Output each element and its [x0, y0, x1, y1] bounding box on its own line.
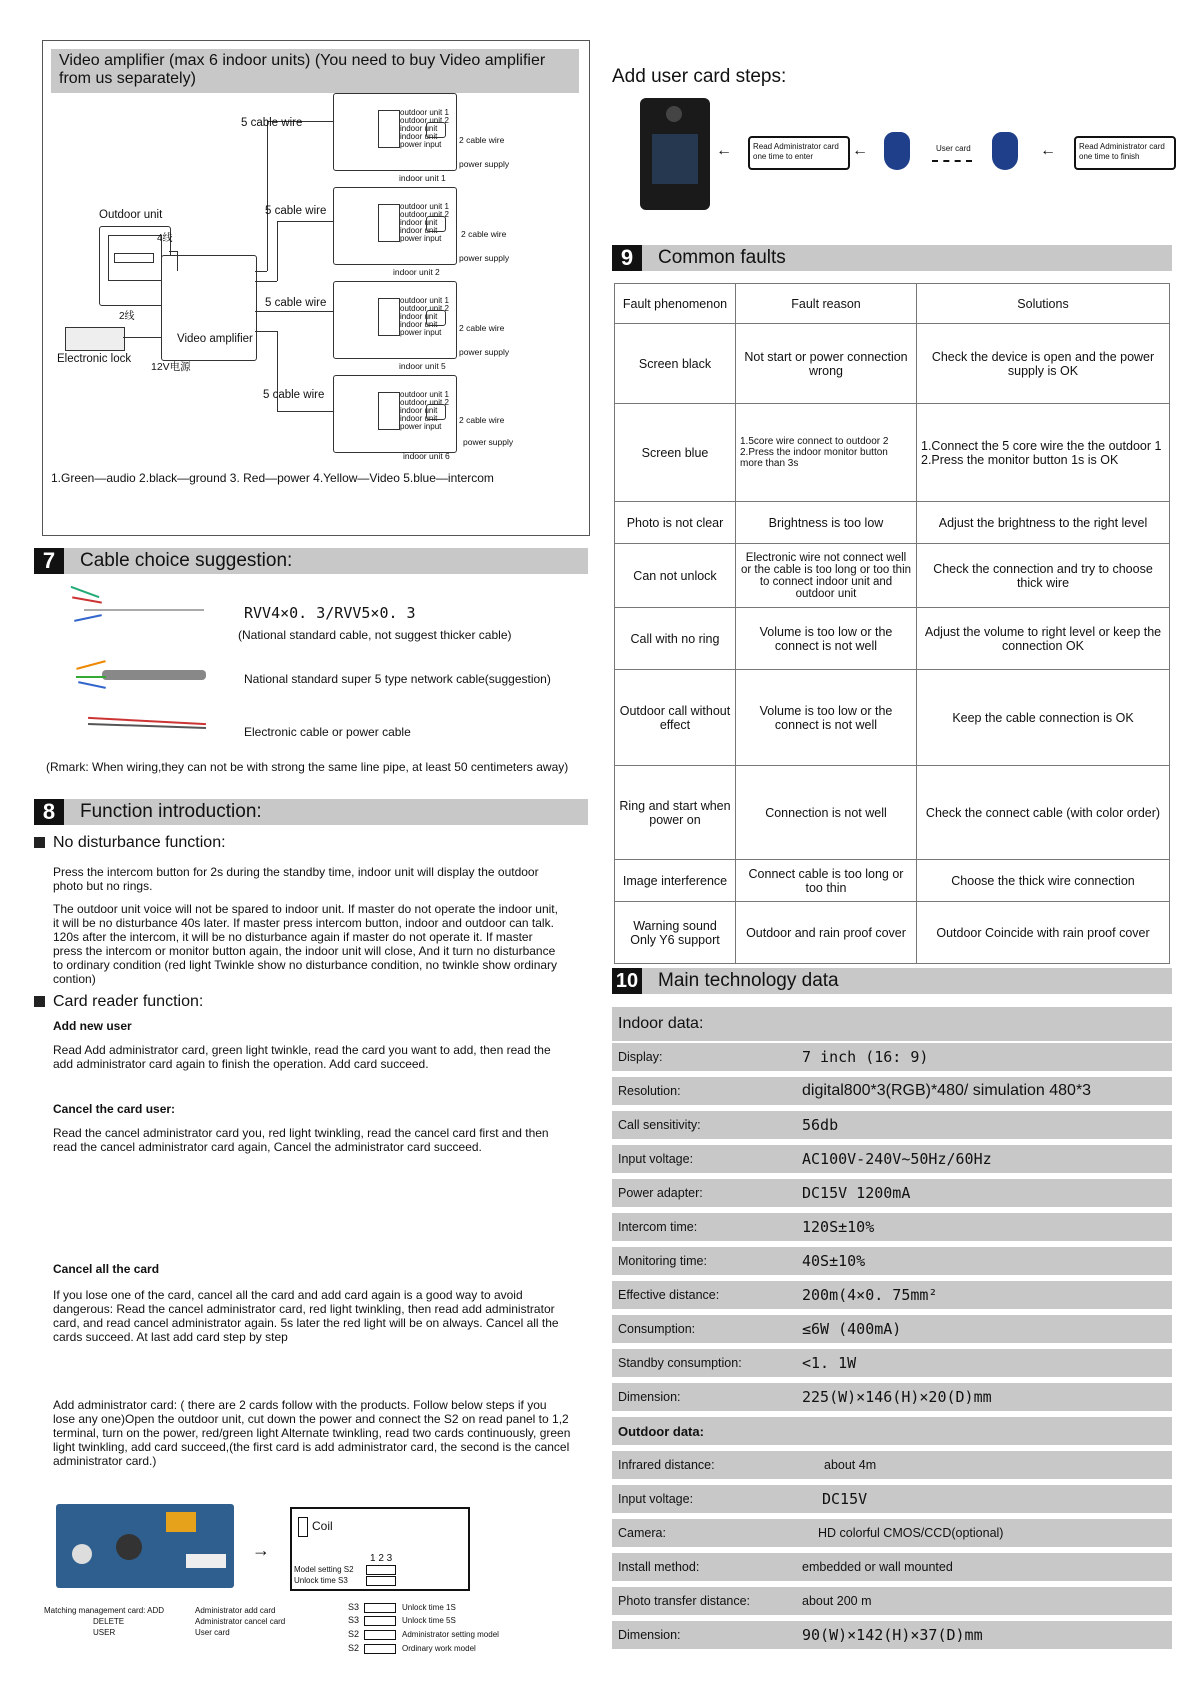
power-cable-label: Electronic cable or power cable [244, 725, 411, 739]
two-cable-label-1: 2 cable wire [459, 135, 505, 145]
table-row: Effective distance: 200m(4×0. 75mm² [612, 1281, 1172, 1309]
cancel-all-text: If you lose one of the card, cancel all the card and add card again is a good way to avoid dangerous: Read the cancel administrator card, red light twinkling, then read add administrator card, and read cancel administrator again. 5s later the red light will be on always. Cancel all the cards succeed. At last add card step by step [53, 1288, 559, 1344]
cable-illustration [70, 585, 204, 625]
table-row: Input voltage: AC100V-240V~50Hz/60Hz [612, 1145, 1172, 1173]
add-admin-text: Add administrator card: ( there are 2 cards follow with the products. Follow below steps if you lose any one)Open the outdoor unit, cut down the power and connect the S2 on read panel to 1,2 terminal, turn on the power, red/green light Alternate twinkling, read two cards continuously, green light twinkling, add card succeed,(the first card is add administrator card, the second is the cancel administrator card.) [53, 1398, 571, 1468]
table-row: Dimension: 225(W)×146(H)×20(D)mm [612, 1383, 1172, 1411]
table-row: Monitoring time: 40S±10% [612, 1247, 1172, 1275]
indoor-unit-label-5: indoor unit 5 [399, 361, 446, 371]
table-row: Input voltage: DC15V [612, 1485, 1172, 1513]
section-title: Common faults [658, 247, 786, 268]
model-setting-label: Model setting S2 [294, 1565, 354, 1574]
indoor-unit-label-6: indoor unit 6 [403, 451, 450, 461]
wire-color-legend: 1.Green—audio 2.black—ground 3. Red—power 4.Yellow—Video 5.blue—intercom [51, 471, 494, 485]
arrow-right-icon: → [252, 1540, 270, 1560]
indoor-unit-label-1: indoor unit 1 [399, 173, 446, 183]
matching-user-label: USER [93, 1628, 116, 1637]
two-wire-label: 2线 [119, 311, 135, 322]
two-cable-label-4: 2 cable wire [459, 415, 505, 425]
bullet-icon [34, 996, 45, 1007]
table-header: Fault phenomenon [615, 284, 736, 324]
table-row: Photo transfer distance: about 200 m [612, 1587, 1172, 1615]
switch-list [348, 1602, 548, 1658]
matching-delete-label: DELETE [93, 1617, 125, 1626]
user-card-label: User card [195, 1628, 230, 1637]
cancel-all-title: Cancel all the card [53, 1262, 160, 1276]
table-row: Standby consumption: <1. 1W [612, 1349, 1172, 1377]
step-enter-box: Read Administrator card one time to enter [748, 136, 850, 170]
table-row: Outdoor call without effect Volume is too low or the connect is not well Keep the cable connection is OK [615, 670, 1170, 766]
outdoor-data-heading: Outdoor data: [612, 1417, 1172, 1445]
table-row: Intercom time: 120S±10% [612, 1213, 1172, 1241]
switch-id: S3 [348, 1602, 360, 1612]
switch-label: Unlock time 1S [402, 1603, 456, 1612]
wiring-title-bar [51, 49, 579, 93]
section-title: Function introduction: [80, 801, 262, 822]
section-8-header [34, 799, 588, 825]
indoor-unit-label-2: indoor unit 2 [393, 267, 440, 277]
indoor-unit-panel: outdoor unit 1 outdoor unit 2 indoor unit indoor unit power input [333, 375, 457, 453]
jumper-diagram [290, 1507, 470, 1591]
section-number: 7 [34, 548, 64, 574]
section-number: 10 [612, 968, 642, 994]
switch-id: S2 [348, 1629, 360, 1639]
table-row: Ring and start when power on Connection is not well Check the connect cable (with color order) [615, 766, 1170, 860]
user-card-steps-title: Add user card steps: [612, 66, 787, 87]
table-row: Install method: embedded or wall mounted [612, 1553, 1172, 1581]
five-cable-label-1: 5 cable wire [241, 117, 303, 129]
five-cable-label-4: 5 cable wire [263, 389, 325, 401]
no-disturbance-p2: The outdoor unit voice will not be spared to indoor unit. If master do not operate the indoor unit, it will be no disturbance 40s later. If master press intercom button, indoor and outdoor can talk. 120s after the intercom, it will be no disturbance again if master do not operate it. If master press the intercom or monitor button again, the indoor unit will close, And it turn no disturbance to ordinary condition (red light Twinkle show no disturbance condition, no twinkle show ordinary contion) [53, 902, 558, 986]
admin-cancel-label: Administrator cancel card [195, 1617, 286, 1626]
switch-id: S2 [348, 1643, 360, 1653]
table-row: Photo is not clear Brightness is too low Adjust the brightness to the right level [615, 502, 1170, 544]
indoor-data-heading: Indoor data: [612, 1007, 1172, 1041]
arrow-left-icon: ← [1040, 142, 1056, 159]
outdoor-unit-label: Outdoor unit [99, 209, 163, 221]
table-row: Can not unlock Electronic wire not connect well or the cable is too long or too thin to connect indoor unit and outdoor unit Check the connection and try to choose thick wire [615, 544, 1170, 608]
table-row: Consumption: ≤6W (400mA) [612, 1315, 1172, 1343]
no-disturbance-p1: Press the intercom button for 2s during the standby time, indoor unit will display the outdoor photo but no rings. [53, 865, 539, 893]
power-cable-illustration [88, 716, 206, 732]
cable-spec: RVV4×0. 3/RVV5×0. 3 [244, 604, 416, 622]
pcb-photo [56, 1504, 234, 1588]
section-number: 9 [612, 245, 642, 271]
step-finish-box: Read Administrator card one time to finish [1074, 136, 1176, 170]
table-header: Solutions [917, 284, 1170, 324]
table-row: Resolution: digital800*3(RGB)*480/ simulation 480*3 [612, 1077, 1172, 1105]
switch-label: Ordinary work model [402, 1644, 476, 1653]
cable-spec-note: (National standard cable, not suggest thicker cable) [238, 628, 512, 642]
pins-label: 1 2 3 [370, 1553, 393, 1564]
door-station-image [640, 98, 710, 210]
section-9-header [612, 245, 1172, 271]
table-row: Infrared distance: about 4m [612, 1451, 1172, 1479]
section-10-header [612, 968, 1172, 994]
table-row: Image interference Connect cable is too long or too thin Choose the thick wire connection [615, 860, 1170, 902]
table-row: Screen blue 1.5core wire connect to outdoor 2 2.Press the indoor monitor button more than 3s 1.Connect the 5 core wire the the outdoor 1 2.Press the monitor button 1s is OK [615, 404, 1170, 502]
no-disturbance-heading: No disturbance function: [34, 834, 226, 852]
switch-label: Administrator setting model [402, 1630, 499, 1639]
five-cable-label-3: 5 cable wire [265, 297, 327, 309]
indoor-unit-panel: outdoor unit 1 outdoor unit 2 indoor unit indoor unit power input [333, 187, 457, 265]
section-title: Main technology data [658, 970, 839, 991]
indoor-unit-panel: outdoor unit 1 outdoor unit 2 indoor unit indoor unit power input [333, 93, 457, 171]
switch-label: Unlock time 5S [402, 1616, 456, 1625]
video-amplifier-panel [161, 255, 257, 361]
admin-add-label: Administrator add card [195, 1606, 276, 1615]
add-user-text: Read Add administrator card, green light twinkle, read the card you want to add, then read the add administrator card again to finish the operation. Add card succeed. [53, 1043, 551, 1071]
network-cable-label: National standard super 5 type network cable(suggestion) [244, 672, 551, 686]
coil-label: Coil [312, 1519, 333, 1533]
table-row: Display: 7 inch (16: 9) [612, 1043, 1172, 1071]
keyfob-icon [992, 132, 1018, 170]
power-supply-label-2: power supply [459, 253, 510, 263]
two-cable-label-2: 2 cable wire [461, 229, 507, 239]
video-amplifier-label: Video amplifier [177, 333, 253, 345]
table-row: Camera: HD colorful CMOS/CCD(optional) [612, 1519, 1172, 1547]
faults-table [614, 283, 1170, 964]
indoor-unit-panel: outdoor unit 1 outdoor unit 2 indoor unit indoor unit power input [333, 281, 457, 359]
power-supply-label-1: power supply [459, 159, 510, 169]
table-row: Dimension: 90(W)×142(H)×37(D)mm [612, 1621, 1172, 1649]
card-reader-heading: Card reader function: [34, 993, 203, 1011]
cancel-user-text: Read the cancel administrator card you, red light twinkling, read the cancel card first and then read the cancel administrator card again, Cancel the administrator card succeed. [53, 1126, 549, 1154]
section-number: 8 [34, 799, 64, 825]
four-wire-label: 4线 [157, 233, 173, 244]
network-cable-illustration [76, 660, 206, 690]
wiring-title: Video amplifier (max 6 indoor units) (You need to buy Video amplifier from us separately) [59, 52, 546, 87]
two-cable-label-3: 2 cable wire [459, 323, 505, 333]
add-user-title: Add new user [53, 1019, 132, 1033]
section-7-header [34, 548, 588, 574]
switch-id: S3 [348, 1615, 360, 1625]
power-supply-label-4: power supply [463, 437, 514, 447]
power-supply-label-3: power supply [459, 347, 510, 357]
electronic-lock-label: Electronic lock [57, 353, 132, 365]
cancel-user-title: Cancel the card user: [53, 1102, 176, 1116]
wiring-diagram-frame [42, 40, 590, 536]
arrow-left-icon: ← [852, 142, 868, 159]
electronic-lock-icon [65, 327, 125, 351]
bullet-icon [34, 837, 45, 848]
table-row: Call sensitivity: 56db [612, 1111, 1172, 1139]
unlock-time-label: Unlock time S3 [294, 1576, 348, 1585]
user-card-step-label: User card [936, 144, 971, 153]
keyfob-icon [884, 132, 910, 170]
tech-data-table [612, 1007, 1172, 1647]
power-12v-label: 12V电源 [151, 361, 191, 373]
table-row: Warning sound Only Y6 support Outdoor and rain proof cover Outdoor Coincide with rain proof cover [615, 902, 1170, 964]
five-cable-label-2: 5 cable wire [265, 205, 327, 217]
dash-line [932, 160, 972, 162]
table-row: Screen black Not start or power connection wrong Check the device is open and the power supply is OK [615, 324, 1170, 404]
arrow-left-icon: ← [716, 142, 732, 159]
table-row: Power adapter: DC15V 1200mA [612, 1179, 1172, 1207]
wiring-remark: (Rmark: When wiring,they can not be with strong the same line pipe, at least 50 centimeters away) [46, 760, 569, 774]
matching-label: Matching management card: ADD [44, 1606, 165, 1615]
section-title: Cable choice suggestion: [80, 550, 293, 571]
table-row: Call with no ring Volume is too low or the connect is not well Adjust the volume to right level or keep the connection OK [615, 608, 1170, 670]
table-header: Fault reason [736, 284, 917, 324]
